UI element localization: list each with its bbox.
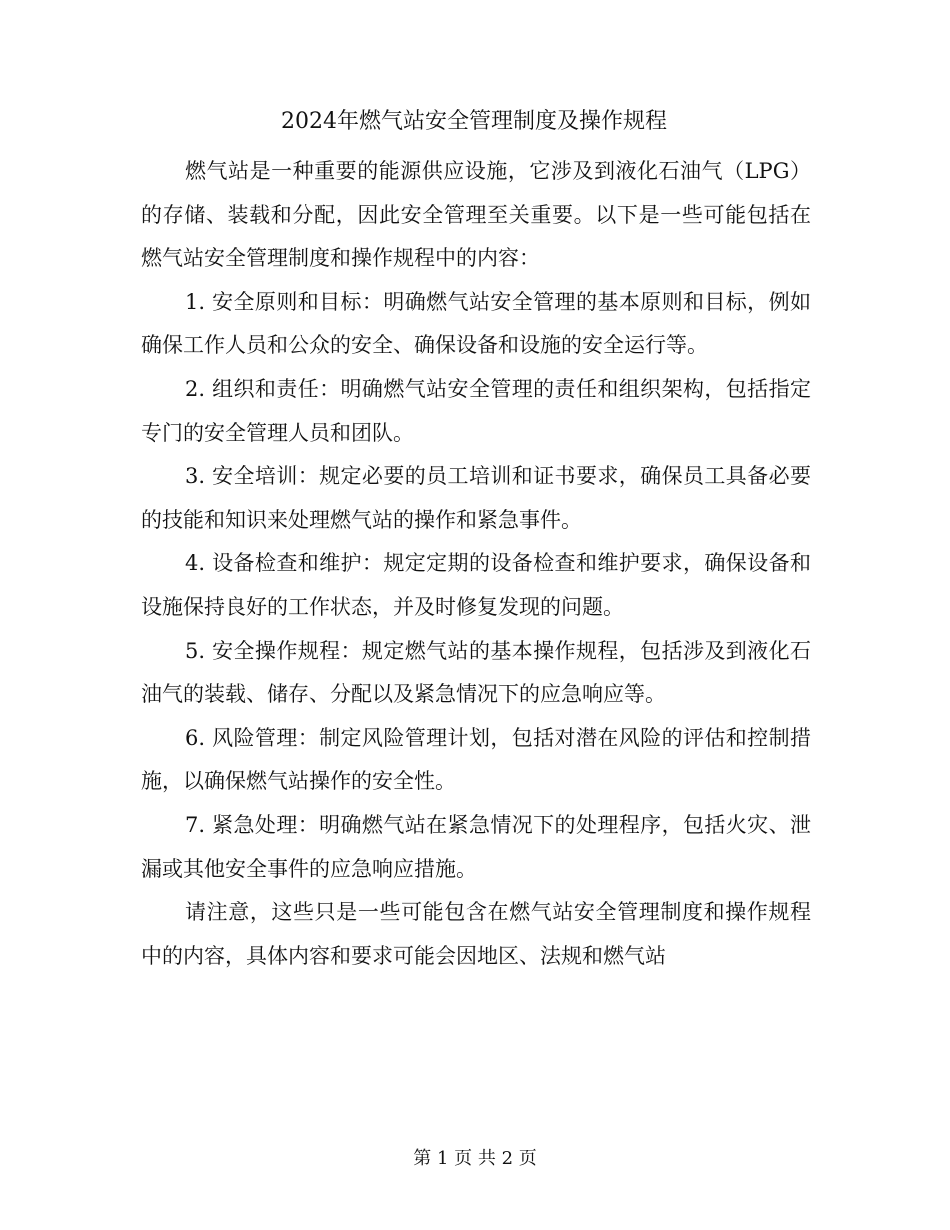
item-safety-training: 3. 安全培训：规定必要的员工培训和证书要求，确保员工具备必要的技能和知识来处理燃气站的操作和紧急事件。: [141, 464, 811, 532]
intro-paragraph: 燃气站是一种重要的能源供应设施，它涉及到液化石油气（LPG）的存储、装载和分配，因此安全管理至关重要。以下是一些可能包括在燃气站安全管理制度和操作规程中的内容：: [141, 159, 811, 271]
item-risk-management: 6. 风险管理：制定风险管理计划，包括对潜在风险的评估和控制措施，以确保燃气站操作的安全性。: [141, 725, 811, 794]
page-number: 第 1 页 共 2 页: [413, 1148, 537, 1169]
document-title: 2024年燃气站安全管理制度及操作规程: [281, 109, 667, 134]
item-emergency-handling: 7. 紧急处理：明确燃气站在紧急情况下的处理程序，包括火灾、泄漏或其他安全事件的应急响应措施。: [141, 812, 811, 881]
item-organization-responsibility: 2. 组织和责任：明确燃气站安全管理的责任和组织架构，包括指定专门的安全管理人员和团队。: [141, 376, 811, 445]
item-safety-principles: 1. 安全原则和目标：明确燃气站安全管理的基本原则和目标，例如确保工作人员和公众的安全、确保设备和设施的安全运行等。: [141, 289, 811, 358]
closing-paragraph: 请注意，这些只是一些可能包含在燃气站安全管理制度和操作规程中的内容，具体内容和要求可能会因地区、法规和燃气站: [141, 900, 811, 968]
document-body: [141, 100, 811, 978]
item-equipment-inspection: 4. 设备检查和维护：规定定期的设备检查和维护要求，确保设备和设施保持良好的工作状态，并及时修复发现的问题。: [141, 551, 811, 619]
item-safe-operation: 5. 安全操作规程：规定燃气站的基本操作规程，包括涉及到液化石油气的装载、储存、分配以及紧急情况下的应急响应等。: [141, 638, 811, 707]
